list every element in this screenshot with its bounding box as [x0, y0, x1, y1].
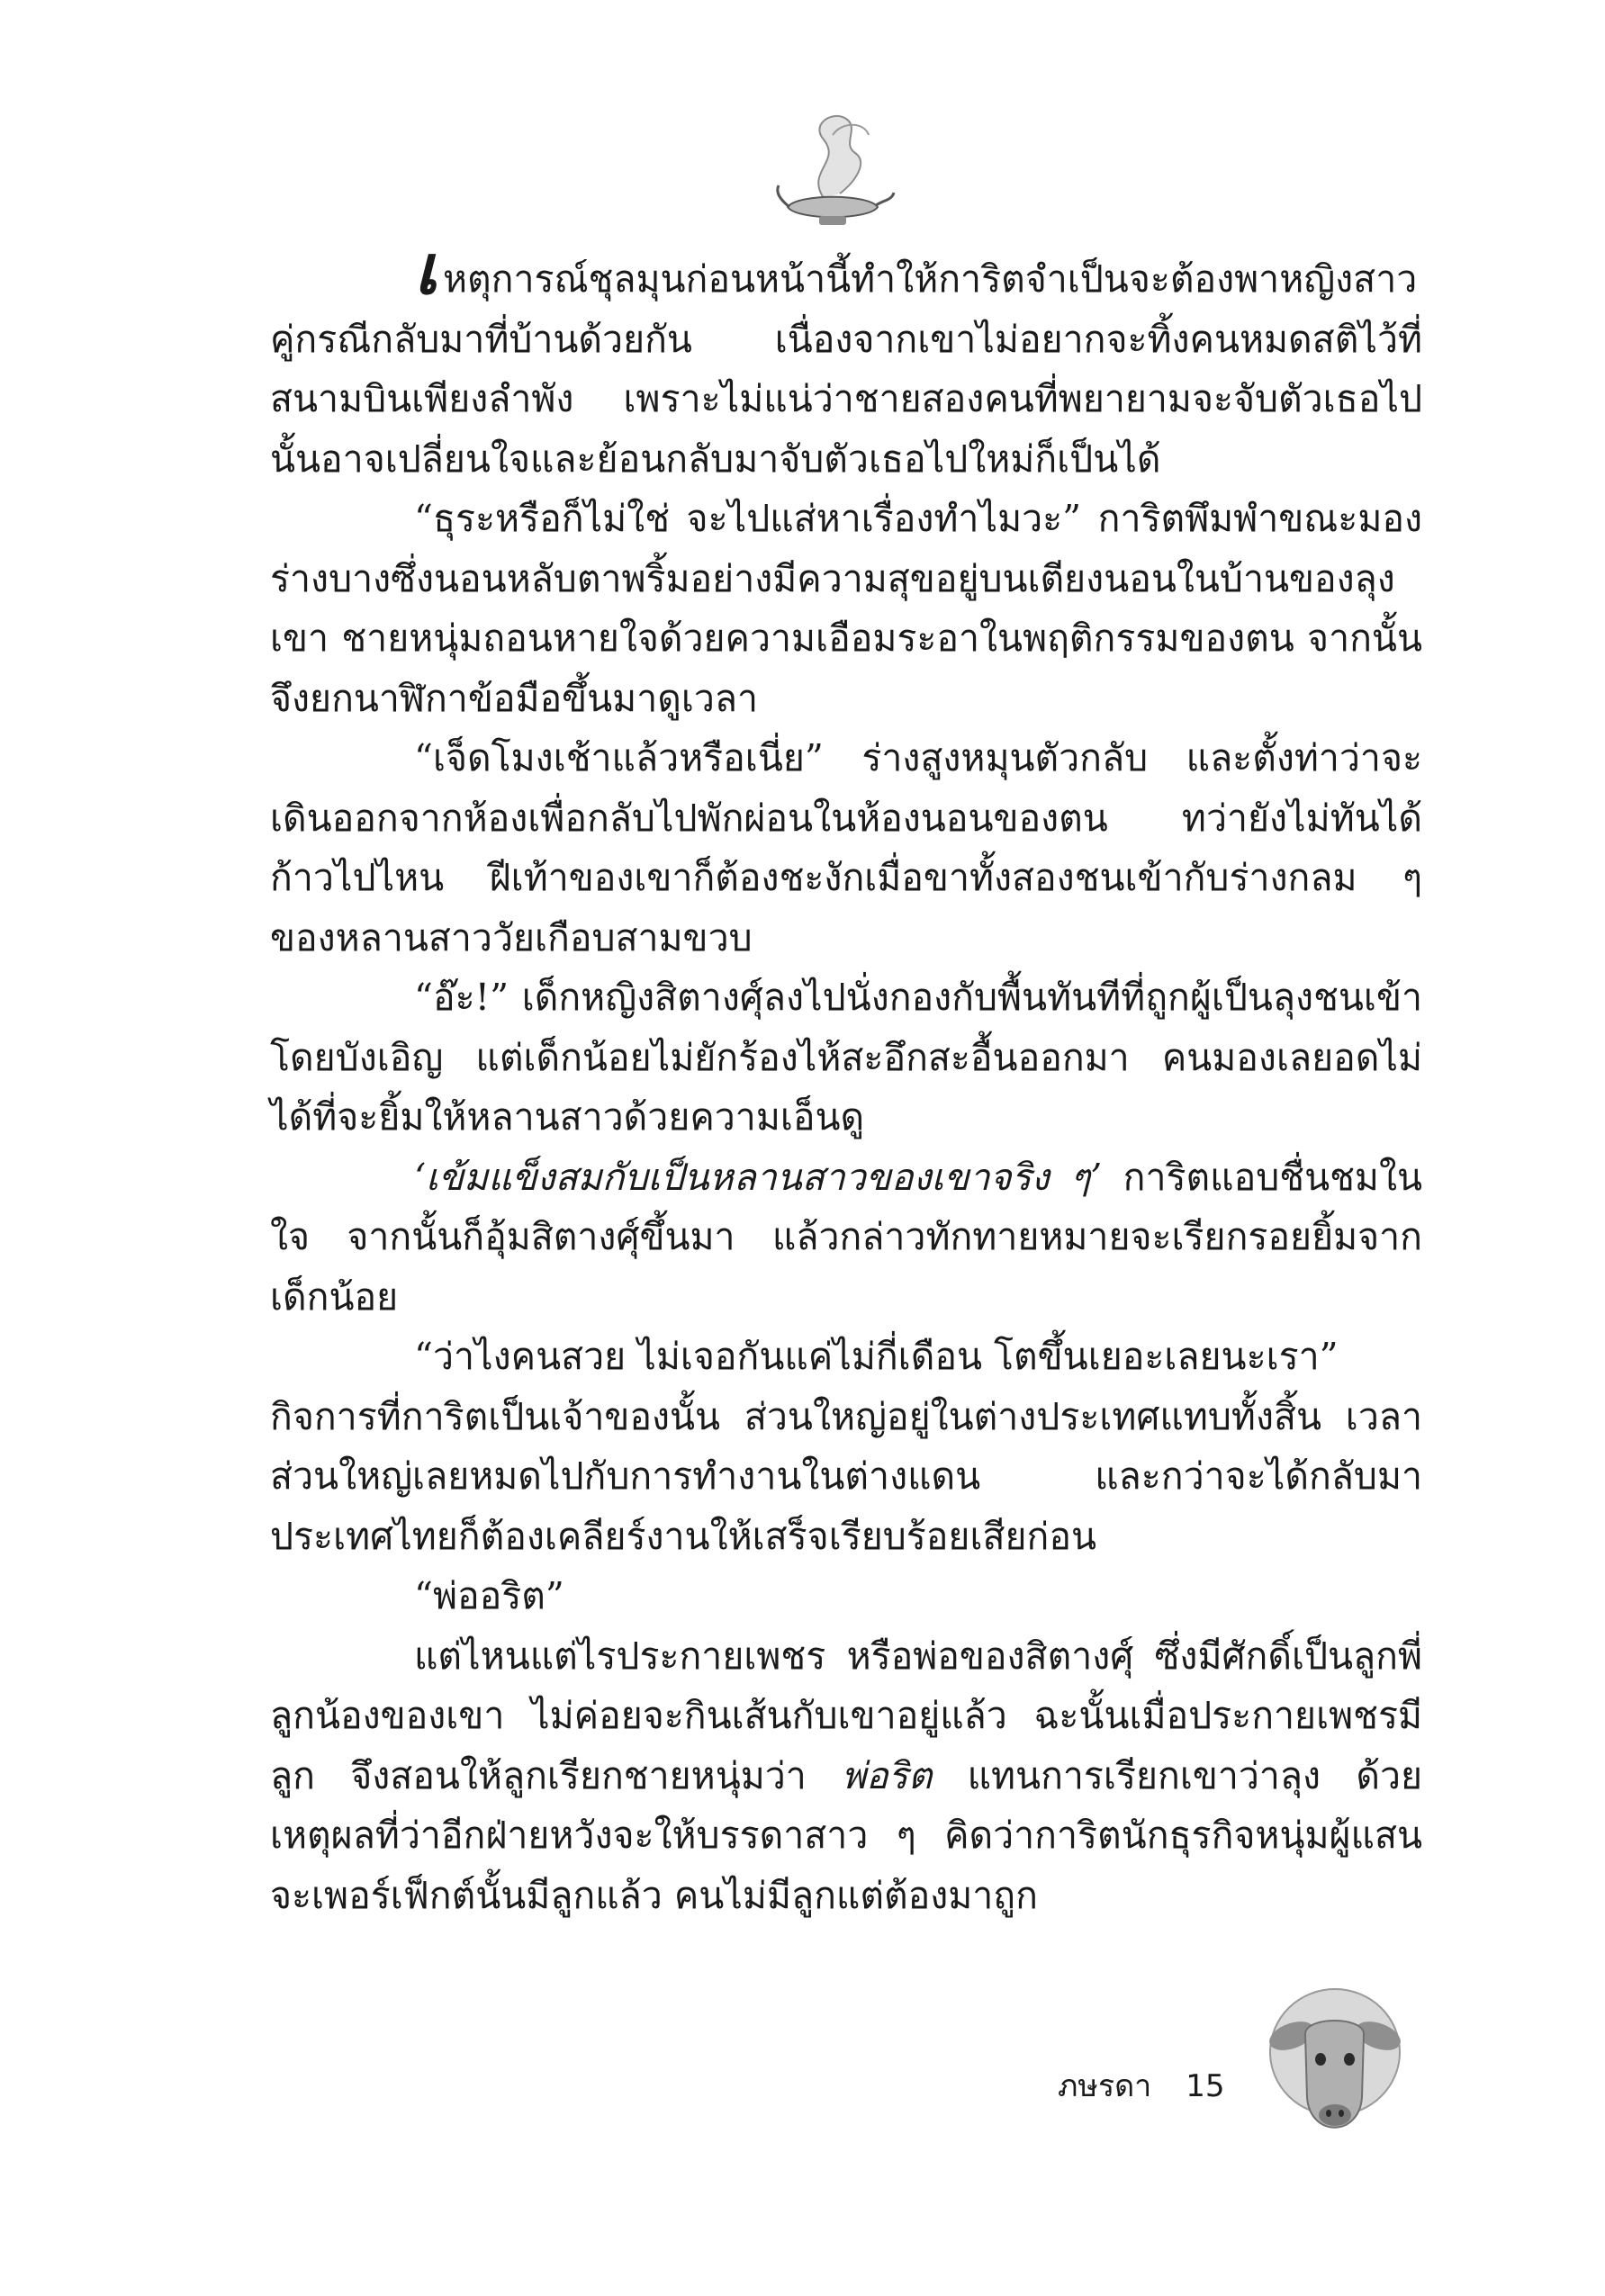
- paragraph-4: “อ๊ะ!” เด็กหญิงสิตางศุ์ลงไปนั่งกองกับพื้นทันทีที่ถูกผู้เป็นลุงชนเข้าโดยบังเอิญ แต่เด็กน้อยไม่ยักร้องไห้สะอึกสะอื้นออกมา คนมองเลยอดไม่ได้ที่จะยิ้มให้หลานสาวด้วยความเอ็นดู: [270, 976, 1422, 1139]
- body-text: [270, 230, 1422, 1925]
- paragraph-1-text: หตุการณ์ชุลมุนก่อนหน้านี้ทำให้การิตจำเป็นจะต้องพาหญิงสาวคู่กรณีกลับมาที่บ้านด้วยกัน เนื่องจากเขาไม่อยากจะทิ้งคนหมดสติไว้ที่สนามบินเพียงลำพัง เพราะไม่แน่ว่าชายสองคนที่พยายามจะจับตัวเธอไปนั้นอาจเปลี่ยนใจและย้อนกลับมาจับตัวเธอไปใหม่ก็เป็นได้: [270, 257, 1422, 481]
- magic-lamp-icon: [770, 99, 896, 234]
- page-footer: [1058, 2061, 1225, 2110]
- paragraph-1: [270, 230, 1422, 489]
- paragraph-3: “เจ็ดโมงเช้าแล้วหรือเนี่ย” ร่างสูงหมุนตัวกลับ และตั้งท่าว่าจะเดินออกจากห้องเพื่อกลับไปพักผ่อนในห้องนอนของตน ทว่ายังไม่ทันได้ก้าวไปไหน ฝีเท้าของเขาก็ต้องชะงักเมื่อขาทั้งสองชนเข้ากับร่างกลม ๆ ของหลานสาววัยเกือบสามขวบ: [270, 736, 1422, 959]
- page-number: 15: [1186, 2068, 1225, 2104]
- drop-cap: เ: [414, 230, 437, 310]
- paragraph-6: “ว่าไงคนสวย ไม่เจอกันแค่ไม่กี่เดือน โตขึ้นเยอะเลยนะเรา”: [414, 1335, 1339, 1378]
- paragraph-2: “ธุระหรือก็ไม่ใช่ จะไปแส่หาเรื่องทำไมวะ” การิตพึมพำขณะมองร่างบางซึ่งนอนหลับตาพริ้มอย่างมีความสุขอยู่บนเตียงนอนในบ้านของลุงเขา ชายหนุ่มถอนหายใจด้วยความเอือมระอาในพฤติกรรมของตน จากนั้นจึงยกนาฬิกาข้อมือขึ้นมาดูเวลา: [270, 497, 1422, 720]
- nickname: พ่อริต: [842, 1753, 933, 1797]
- sheep-icon: [1265, 1980, 1404, 2156]
- paragraph-8: “พ่ออริต”: [414, 1574, 564, 1617]
- paragraph-9: [270, 1626, 1422, 1926]
- inner-thought: ‘เข้มแข็งสมกับเป็นหลานสาวของเขาจริง ๆ’: [414, 1155, 1103, 1199]
- paragraph-5-text: การิตแอบชื่นชมในใจ จากนั้นก็อุ้มสิตางศุ์ขึ้นมา แล้วกล่าวทักทายหมายจะเรียกรอยยิ้มจากเด็กน้อย: [270, 1155, 1422, 1319]
- paragraph-5: [270, 1148, 1422, 1328]
- paragraph-7: กิจการที่การิตเป็นเจ้าของนั้น ส่วนใหญ่อยู่ในต่างประเทศแทบทั้งสิ้น เวลาส่วนใหญ่เลยหมดไปกับการทำงานในต่างแดน และกว่าจะได้กลับมาประเทศไทยก็ต้องเคลียร์งานให้เสร็จเรียบร้อยเสียก่อน: [270, 1394, 1422, 1558]
- paragraph-9-text-b: แทนการเรียกเขาว่าลุง ด้วยเหตุผลที่ว่าอีกฝ่ายหวังจะให้บรรดาสาว ๆ คิดว่าการิตนักธุรกิจหนุ่มผู้แสนจะเพอร์เฟ็กต์นั้นมีลูกแล้ว คนไม่มีลูกแต่ต้องมาถูก: [270, 1753, 1422, 1917]
- book-title: ภษรดา: [1058, 2068, 1152, 2104]
- paragraph-9-text-a: แต่ไหนแต่ไรประกายเพชร หรือพ่อของสิตางศุ์ ซึ่งมีศักดิ์เป็นลูกพี่ลูกน้องของเขา ไม่ค่อยจะกินเส้นกับเขาอยู่แล้ว ฉะนั้นเมื่อประกายเพชรมีลูก จึงสอนให้ลูกเรียกชายหนุ่มว่า: [270, 1634, 1422, 1797]
